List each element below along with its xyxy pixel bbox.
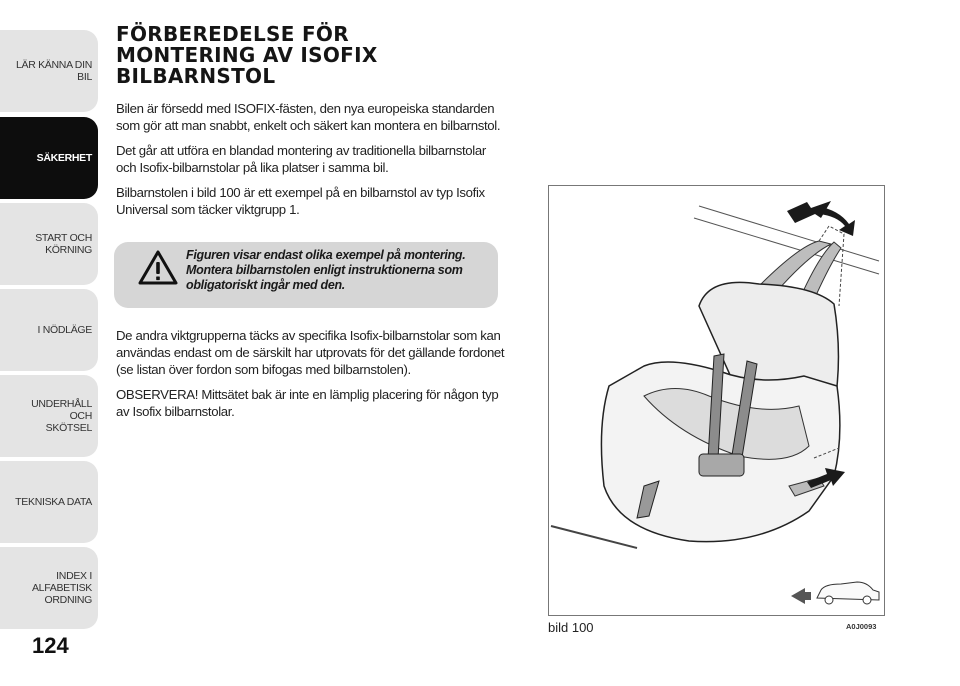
side-tab-label: START OCH KÖRNING bbox=[35, 232, 92, 256]
paragraph: De andra viktgrupperna täcks av specifika Isofix-bilbarnstolar som kan användas endast om de särskilt har utprovats för det gällande fordonet (se listan över fordon som bifogas med bilbarnstolen). bbox=[116, 328, 505, 377]
side-tab-i-nodlage[interactable] bbox=[0, 289, 98, 371]
paragraph: Bilbarnstolen i bild 100 är ett exempel på en bilbarnstol av typ Isofix Universal som täcker viktgrupp 1. bbox=[116, 185, 485, 217]
paragraph: OBSERVERA! Mittsätet bak är inte en lämplig placering för någon typ av Isofix bilbarnstolar. bbox=[116, 387, 499, 419]
side-tab-start-och-korning[interactable] bbox=[0, 203, 98, 285]
isofix-child-seat-illustration bbox=[549, 186, 884, 615]
paragraph: Det går att utföra en blandad montering av traditionella bilbarnstolar och Isofix-bilbarnstolar på lika platser i samma bil. bbox=[116, 143, 486, 175]
body-text-top bbox=[116, 100, 506, 226]
side-tab-lar-kanna-din-bil[interactable] bbox=[0, 30, 98, 112]
page-title bbox=[116, 24, 516, 87]
warning-triangle-icon bbox=[138, 250, 178, 286]
side-tab-label: UNDERHÅLL OCH SKÖTSEL bbox=[31, 398, 92, 434]
seat-belt bbox=[551, 526, 637, 548]
side-tab-label: TEKNISKA DATA bbox=[15, 496, 92, 508]
side-tab-tekniska-data[interactable] bbox=[0, 461, 98, 543]
title-line: MONTERING AV ISOFIX bbox=[116, 43, 378, 67]
side-tab-label: INDEX I ALFABETISK ORDNING bbox=[31, 570, 92, 606]
arrow-curved-icon bbox=[817, 206, 855, 236]
figure-code: A0J0093 bbox=[846, 622, 877, 631]
figure-caption: bild 100 bbox=[548, 620, 594, 635]
title-line: BILBARNSTOL bbox=[116, 64, 276, 88]
paragraph: Bilen är försedd med ISOFIX-fästen, den nya europeiska standarden som gör att man snabbt, enkelt och säkert kan montera en bilbarnstol. bbox=[116, 101, 501, 133]
warning-box bbox=[114, 242, 498, 308]
car-wheel bbox=[863, 596, 871, 604]
harness-buckle bbox=[699, 454, 744, 476]
side-tab-index-i-alfabetisk-ordning[interactable] bbox=[0, 547, 98, 629]
warning-text: Figuren visar endast olika exempel på montering. Montera bilbarnstolen enligt instruktionerna som obligatoriskt ingår med den. bbox=[186, 248, 466, 292]
side-tab-label: LÄR KÄNNA DIN BIL bbox=[15, 59, 92, 83]
car-wheel bbox=[825, 596, 833, 604]
direction-arrow-icon bbox=[791, 588, 811, 604]
side-tab-label: SÄKERHET bbox=[36, 152, 92, 164]
side-tab-sakerhet[interactable] bbox=[0, 117, 98, 199]
title-line: FÖRBEREDELSE FÖR bbox=[116, 22, 349, 46]
side-tab-underhall-och-skotsel[interactable] bbox=[0, 375, 98, 457]
body-text-bottom bbox=[116, 327, 506, 428]
side-tab-label: I NÖDLÄGE bbox=[37, 324, 92, 336]
figure-isofix-child-seat bbox=[548, 185, 885, 616]
page-number: 124 bbox=[32, 633, 69, 658]
